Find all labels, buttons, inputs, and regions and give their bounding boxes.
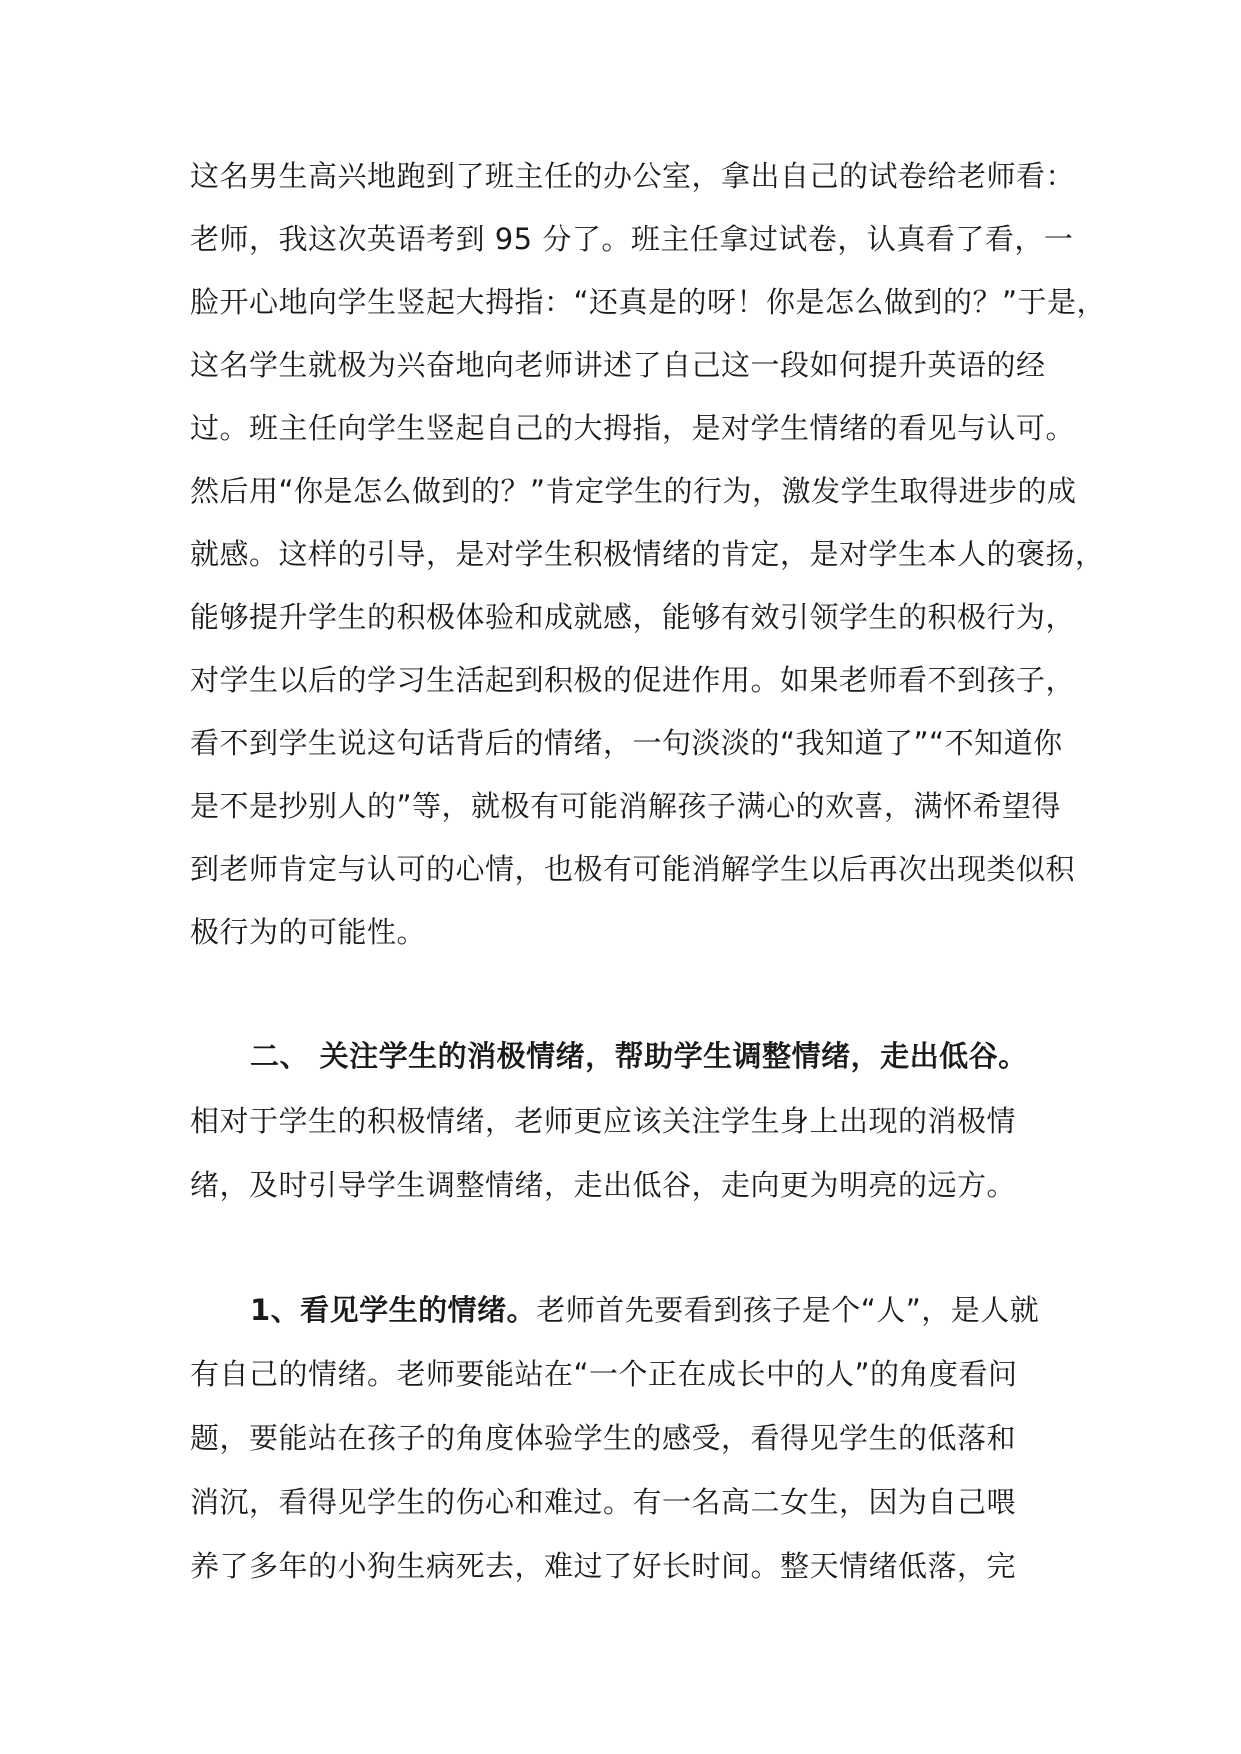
text-line: 看不到学生说这句话背后的情绪，一句淡淡的“我知道了”“不知道你 <box>190 726 1063 760</box>
text-line: 这名男生高兴地跑到了班主任的办公室，拿出自己的试卷给老师看： <box>190 159 1076 193</box>
text-line: 这名学生就极为兴奋地向老师讲述了自己这一段如何提升英语的经 <box>190 348 1046 382</box>
text-line: 然后用“你是怎么做到的？”肯定学生的行为，激发学生取得进步的成 <box>190 474 1077 508</box>
subsection-heading: 1、看见学生的情绪。 <box>250 1293 537 1327</box>
text-line: 到老师肯定与认可的心情，也极有可能消解学生以后再次出现类似积 <box>190 852 1076 886</box>
text-line: 题，要能站在孩子的角度体验学生的感受，看得见学生的低落和 <box>190 1421 1017 1455</box>
text-line: 过。班主任向学生竖起自己的大拇指，是对学生情绪的看见与认可。 <box>190 411 1076 445</box>
text-line: 能够提升学生的积极体验和成就感，能够有效引领学生的积极行为， <box>190 600 1076 634</box>
subsection-first-line <box>250 1290 1039 1330</box>
text-line: 相对于学生的积极情绪，老师更应该关注学生身上出现的消极情 <box>190 1104 1017 1138</box>
text-line: 老师首先要看到孩子是个“人”，是人就 <box>536 1293 1040 1327</box>
text-line: 是不是抄别人的”等，就极有可能消解孩子满心的欢喜，满怀希望得 <box>190 789 1062 823</box>
section-heading: 二、 关注学生的消极情绪，帮助学生调整情绪，走出低谷。 <box>250 1039 1028 1073</box>
text-line: 极行为的可能性。 <box>190 915 427 949</box>
text-line: 老师，我这次英语考到 95 分了。班主任拿过试卷，认真看了看，一 <box>190 222 1074 256</box>
text-line: 脸开心地向学生竖起大拇指：“还真是的呀！你是怎么做到的？”于是， <box>190 285 1107 319</box>
text-line: 有自己的情绪。老师要能站在“一个正在成长中的人”的角度看问 <box>190 1357 1018 1391</box>
text-line: 绪，及时引导学生调整情绪，走出低谷，走向更为明亮的远方。 <box>190 1168 1017 1202</box>
text-line: 养了多年的小狗生病死去，难过了好长时间。整天情绪低落，完 <box>190 1549 1017 1583</box>
text-line: 对学生以后的学习生活起到积极的促进作用。如果老师看不到孩子， <box>190 663 1076 697</box>
text-line: 就感。这样的引导，是对学生积极情绪的肯定，是对学生本人的褒扬， <box>190 537 1105 571</box>
text-line: 消沉，看得见学生的伤心和难过。有一名高二女生，因为自己喂 <box>190 1485 1017 1519</box>
